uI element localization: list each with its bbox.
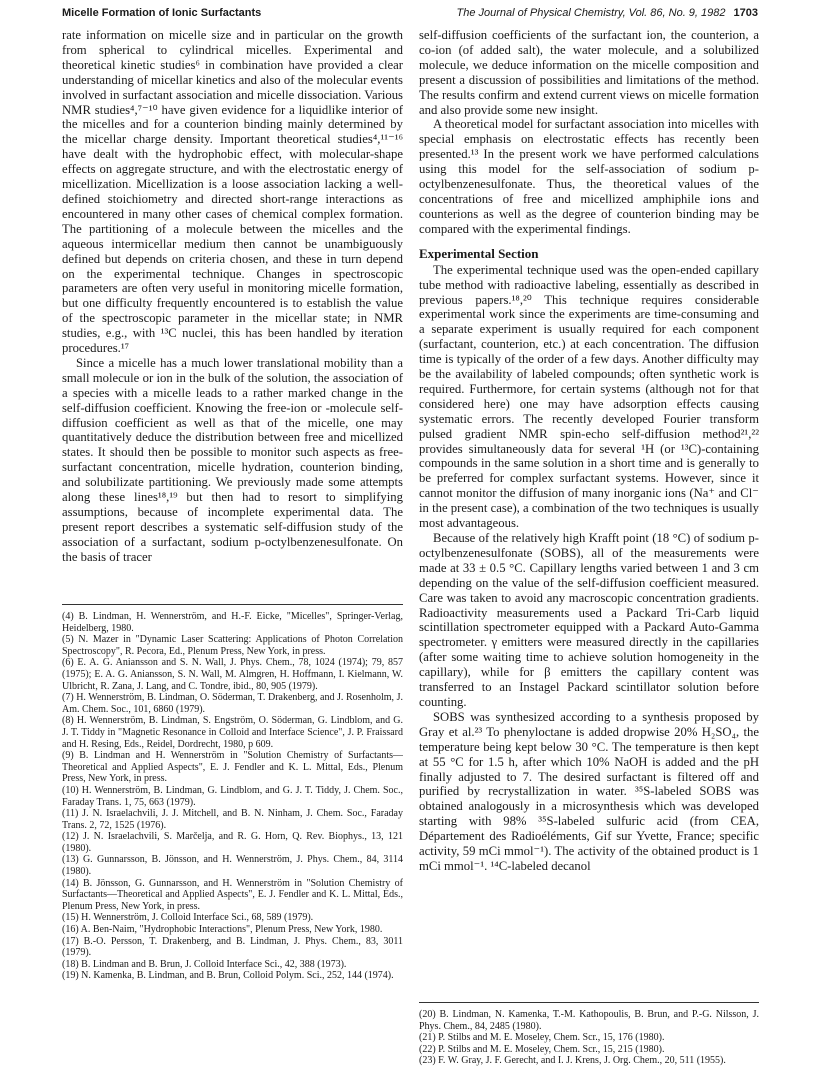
footnote: (6) E. A. G. Aniansson and S. N. Wall, J. Phys. Chem., 78, 1024 (1974); 79, 857 (1975); E. A. G. Aniansson, S. N. Wall, M. Almgren, H. Hoffmann, I. Kielmann, W. Ulbricht, R. Zana, J. Lang, and C. Tondre, ibid., 80, 905 (1979). (62, 657, 403, 692)
page-number: 1703 (733, 7, 758, 19)
body-paragraph: rate information on micelle size and in particular on the growth from spherical to cylindrical micelles. Experimental and theoretical kinetic studies⁶ in combination have provided a clear understanding of micellar kinetics and also of the molecular events involved in surfactant association and micelle dissociation. Various NMR studies⁴,⁷⁻¹⁰ have given evidence for a liquidlike interior of the micelles and for a counterion binding mainly determined by the micellar charge density. Important theoretical studies⁴,¹¹⁻¹⁶ have dealt with the hydrophobic effect, with molecular-shape effects on aggregate structure, and with the electrostatic energy of micellization. Micellization is a loose association lacking a well-defined stoichiometry and directed short-range interactions as encountered in many other cases of chemical complex formation. The partitioning of a molecule between the micelles and the aqueous intermicellar medium then cannot be unambiguously defined but depends on criteria chosen, and these in turn depend on the experimental technique. Changes in spectroscopic parameters are often very useful in monitoring micelle formation, but one difficulty frequently encountered is to establish the value of the spectroscopic parameter in the micellar state; in NMR studies, e.g., with ¹³C nuclei, this has been handled by iteration procedures.¹⁷ (62, 28, 403, 356)
footnote-divider (62, 604, 403, 605)
right-column (419, 28, 759, 1067)
body-paragraph: A theoretical model for surfactant association into micelles with special emphasis on electrostatic effects has recently been presented.¹³ In the present work we have performed calculations using this model for the self-association of sodium p-octylbenzenesulfonate. Thus, the theoretical values of the concentrations of free and micellized amphiphile ions and counterions as well as the degree of counterion binding may be compared with the experimental findings. (419, 117, 759, 236)
footnote: (19) N. Kamenka, B. Lindman, and B. Brun, Colloid Polym. Sci., 252, 144 (1974). (62, 970, 394, 982)
footnote: (9) B. Lindman and H. Wennerström in "Solution Chemistry of Surfactants—Theoretical and Applied Aspects", E. J. Fendler and K. L. Mittal, Eds., Plenum Press, New York, in press. (62, 750, 403, 785)
footnote: (11) J. N. Israelachvili, J. J. Mitchell, and B. N. Ninham, J. Chem. Soc., Faraday Trans. 2, 72, 1525 (1976). (62, 808, 403, 831)
footnotes-left (62, 611, 403, 982)
footnote: (23) F. W. Gray, J. F. Gerecht, and I. J. Krens, J. Org. Chem., 20, 511 (1955). (419, 1055, 726, 1067)
footnote: (17) B.-O. Persson, T. Drakenberg, and B. Lindman, J. Phys. Chem., 83, 3011 (1979). (62, 935, 403, 959)
journal-citation (456, 7, 758, 19)
running-title: Micelle Formation of Ionic Surfactants (62, 7, 262, 19)
body-paragraph: Because of the relatively high Krafft point (18 °C) of sodium p-octylbenzenesulfonate (SOBS), all of the measurements were made at 33 ± 0.5 °C. Capillary lengths varied between 1 and 3 cm depending on the value of the self-diffusion coefficient measured. Care was taken to avoid any macroscopic concentration gradients. Radioactivity measurements used a Packard Tri-Carb liquid scintillation spectrometer equipped with a Packard Auto-Gamma spectrometer. γ emitters were measured directly in the capillaries (after some waiting time to achieve solution homogeneity in the capillary), while for β emitters the capillary content was transferred to an Instagel Packard scintillator solution before counting. (419, 531, 759, 709)
footnote: (21) P. Stilbs and M. E. Moseley, Chem. Scr., 15, 176 (1980). (419, 1032, 665, 1044)
footnote: (14) B. Jönsson, G. Gunnarsson, and H. Wennerström in "Solution Chemistry of Surfactants—Theoretical and Applied Aspects", E. J. Fendler and K. L. Mittal, Eds., Plenum Press, New York, in press. (62, 877, 403, 912)
left-column (62, 28, 403, 982)
footnote: (8) H. Wennerström, B. Lindman, S. Engström, O. Söderman, G. Lindblom, and G. J. T. Tiddy in "Magnetic Resonance in Colloid and Interface Science", J. P. Fraissard and H. Resing, Eds., Reidel, Dordrecht, 1980, p 609. (62, 715, 403, 750)
section-heading: Experimental Section (419, 245, 539, 261)
footnote: (5) N. Mazer in "Dynamic Laser Scattering: Applications of Photon Correlation Spectroscopy", R. Pecora, Ed., Plenum Press, New York, in press. (62, 634, 403, 657)
footnote: (4) B. Lindman, H. Wennerström, and H.-F. Eicke, "Micelles", Springer-Verlag, Heidelberg, 1980. (62, 611, 403, 634)
footnote: (16) A. Ben-Naim, "Hydrophobic Interactions", Plenum Press, New York, 1980. (62, 924, 383, 936)
left-body-text (62, 28, 403, 604)
footnotes-right (419, 1009, 759, 1067)
footnote-divider (419, 1002, 759, 1003)
right-body-text (419, 28, 759, 1002)
footnote: (7) H. Wennerström, B. Lindman, O. Söderman, T. Drakenberg, and J. Rosenholm, J. Am. Chem. Soc., 101, 6860 (1979). (62, 692, 403, 715)
footnote: (13) G. Gunnarsson, B. Jönsson, and H. Wennerström, J. Phys. Chem., 84, 3114 (1980). (62, 854, 403, 878)
footnote: (15) H. Wennerström, J. Colloid Interface Sci., 68, 589 (1979). (62, 912, 314, 924)
body-paragraph: self-diffusion coefficients of the surfactant ion, the counterion, a co-ion (of added salt), the water molecule, and a solubilized molecule, we deduce information on the micelle composition and present a discussion of possibilities and limitations of the method. The results confirm and extend current views on micelle formation and also provide some new insight. (419, 28, 759, 117)
footnote: (10) H. Wennerström, B. Lindman, G. Lindblom, and G. J. T. Tiddy, J. Chem. Soc., Faraday Trans. 1, 75, 663 (1979). (62, 784, 403, 808)
body-paragraph: Since a micelle has a much lower translational mobility than a small molecule or ion in the bulk of the solution, the association of a species with a micelle leads to a rather marked change in the self-diffusion coefficient. Knowing the free-ion or -molecule self-diffusion coefficient as well as that of the micelle, one may quantitatively deduce the distribution between free and micellized states. It should then be possible to monitor such aspects as free-surfactant concentration, micelle hydration, counterion binding, and solubilizate partitioning. We previously made some attempts along these lines¹⁸,¹⁹ but then had to resort to simplifying assumptions, because of incomplete experimental data. The present report describes a systematic self-diffusion study of the association of a surfactant, sodium p-octylbenzenesulfonate. On the basis of tracer (62, 355, 403, 564)
footnote: (18) B. Lindman and B. Brun, J. Colloid Interface Sci., 42, 388 (1973). (62, 958, 347, 970)
footnote: (12) J. N. Israelachvili, S. Marčelja, and R. G. Horn, Q. Rev. Biophys., 13, 121 (1980). (62, 831, 403, 854)
footnote: (22) P. Stilbs and M. E. Moseley, Chem. Scr., 15, 215 (1980). (419, 1043, 665, 1055)
body-paragraph: SOBS was synthesized according to a synthesis proposed by Gray et al.²³ To phenyloctane is added dropwise 20% H₂SO₄, the temperature being kept below 30 °C. The temperature is then kept at 55 °C for 1.5 h, after which 10% NaOH is added and the pH finally adjusted to 7. The desired surfactant is filtered off and purified by recrystallization in water. ³⁵S-labeled SOBS was obtained analogously in a microsynthesis which was developed starting with 98% ³⁵S-labeled sulfuric acid (from CEA, Département des Radioéléments, Gif sur Yvette, France; specific activity, 59 mCi mmol⁻¹). The activity of the obtained product is 1 mCi mmol⁻¹. ¹⁴C-labeled decanol (419, 709, 759, 873)
body-paragraph: The experimental technique used was the open-ended capillary tube method with radioactive labeling, essentially as described in previous papers.¹⁸,²⁰ This technique requires considerable experimental work since the experiments are time-consuming and a separate experiment is usually required for each component (surfactant, counterion, etc.) at each concentration. The diffusion time is typically of the order of a few days. Another difficulty may be the availability of labeled compounds; often synthetic work is required. Furthermore, for certain systems (although not for that considered here) one may have adsorption effects causing systematic errors. The recently developed Fourier transform pulsed gradient NMR spin-echo self-diffusion method²¹,²² provides simultaneously data for several ¹H (or ¹³C)-containing compounds in the same solution in a short time and is generally to be preferred for complex surfactant systems. However, since it cannot monitor the diffusion of many inorganic ions (Na⁺ and Cl⁻ in the present case), a combination of the two techniques is usually most advantageous. (419, 262, 759, 531)
running-header (62, 7, 758, 23)
journal-name: The Journal of Physical Chemistry, Vol. 86, No. 9, 1982 (456, 7, 726, 19)
footnote: (20) B. Lindman, N. Kamenka, T.-M. Kathopoulis, B. Brun, and P.-G. Nilsson, J. Phys. Chem., 84, 2485 (1980). (419, 1009, 759, 1032)
